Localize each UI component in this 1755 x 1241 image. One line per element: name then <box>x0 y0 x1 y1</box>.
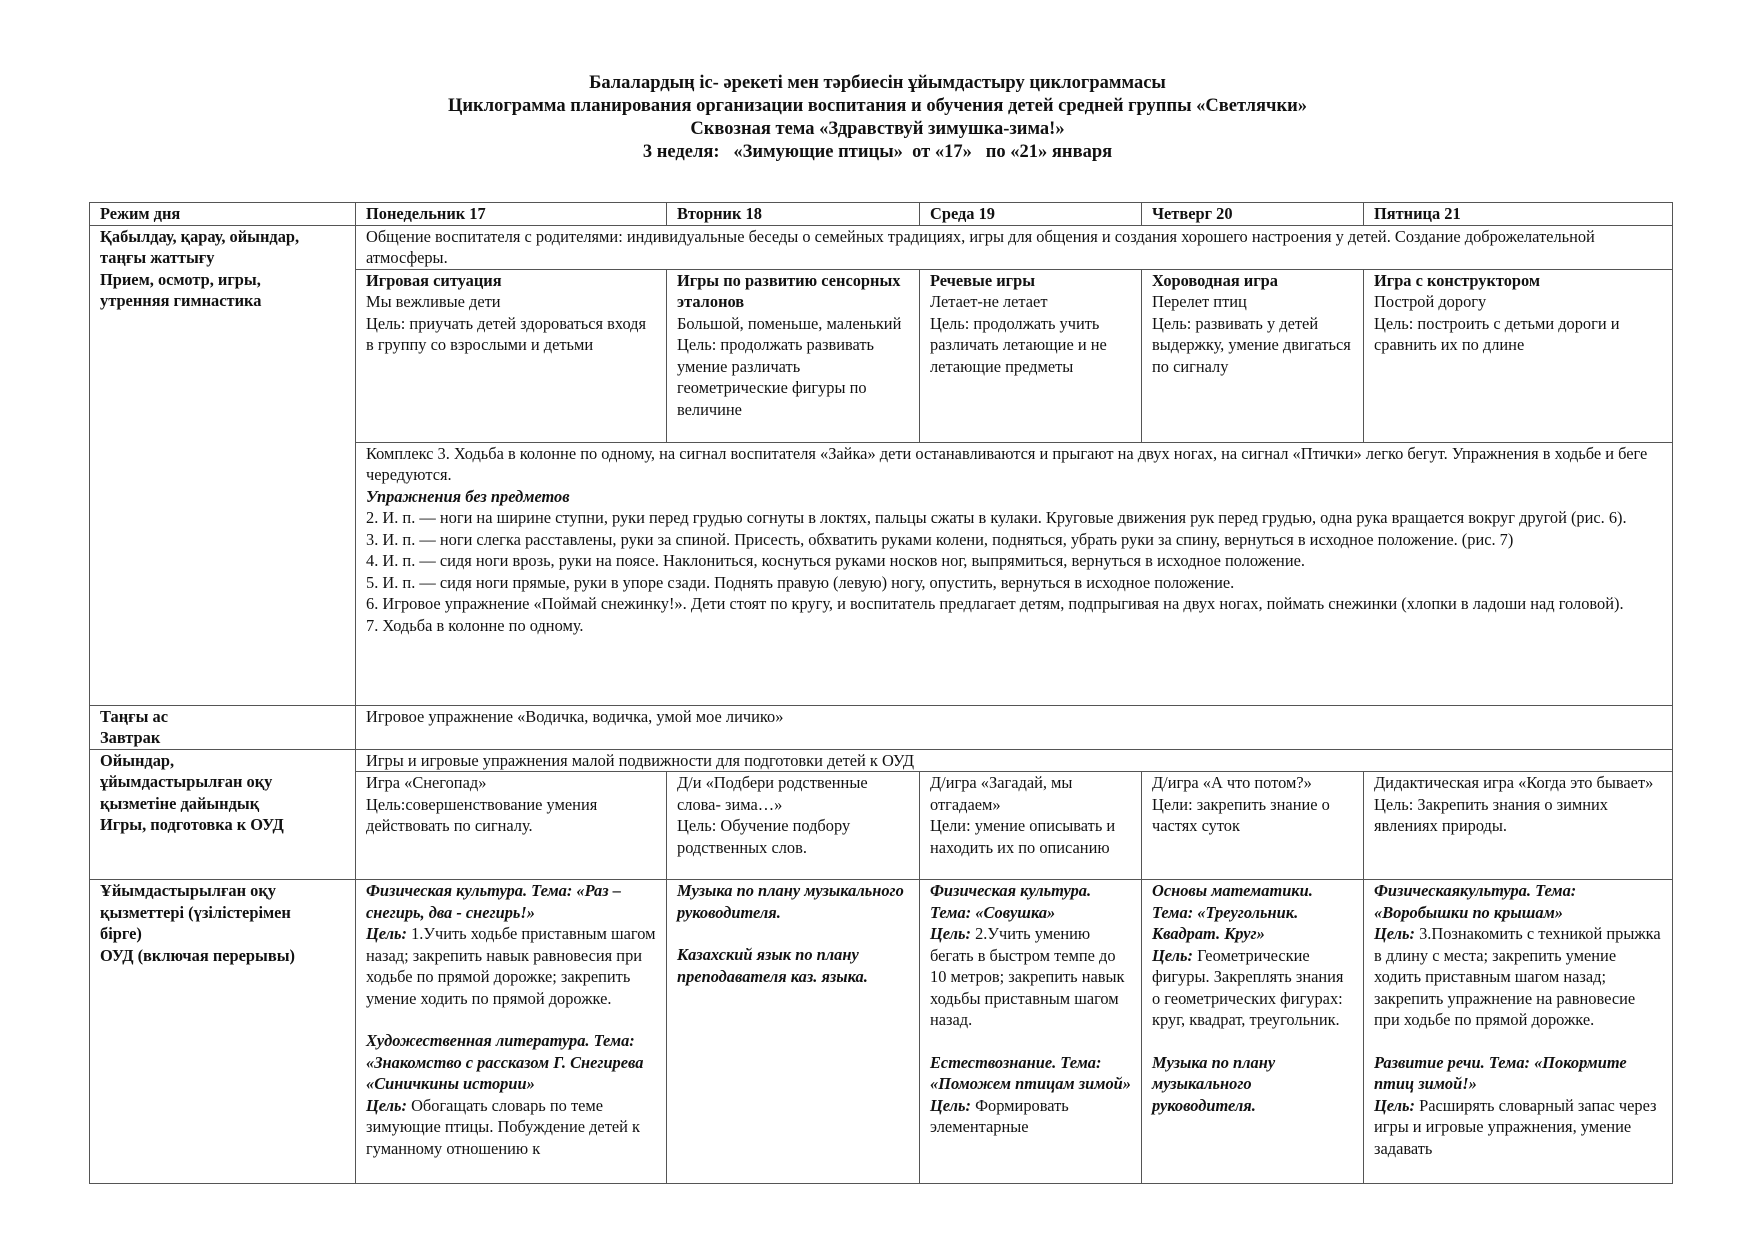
table-header-row <box>90 203 1673 226</box>
oud-friday: Физическаякультура. Тема: «Воробышки по крышам» Цель: 3.Познакомить с техникой прыжка в длину с места; закрепить умение ходить приставным шагом назад; закрепить упражнение на равновесие при ходьбе по прямой дорожке. Развитие речи. Тема: «Покормите птиц зимой!» Цель: Расширять словарный запас через игры и игровые упражнения, умение задавать <box>1364 880 1673 1184</box>
games-common-cell: Игры и игровые упражнения малой подвижности для подготовки детей к ОУД <box>356 749 1673 772</box>
games-monday: Игра «Снегопад» Цель:совершенствование умения действовать по сигналу. <box>356 772 667 880</box>
reception-communication-row <box>90 225 1673 269</box>
oud-thursday: Основы математики. Тема: «Треугольник. Квадрат. Круг» Цель: Геометрические фигуры. Закреплять знания о геометрических фигурах: круг, квадрат, треугольник. Музыка по плану музыкального руководителя. <box>1142 880 1364 1184</box>
column-header-wednesday: Среда 19 <box>920 203 1142 226</box>
oud-row <box>90 880 1673 1184</box>
regime-breakfast: Таңғы ас Завтрак <box>90 705 356 749</box>
reception-thursday: Хороводная игра Перелет птиц Цель: развивать у детей выдержку, умение двигаться по сигналу <box>1142 269 1364 442</box>
exercise-item: 6. Игровое упражнение «Поймай снежинку!». Дети стоят по кругу, и воспитатель предлагает детям, подпрыгивая на двух ногах, поймать снежинки (хлопки в ладоши над головой). <box>366 594 1624 613</box>
exercise-item: 5. И. п. — сидя ноги прямые, руки в упоре сзади. Поднять правую (левую) ногу, опустить, вернуться в исходное положение. <box>366 572 1235 592</box>
column-header-monday: Понедельник 17 <box>356 203 667 226</box>
breakfast-row <box>90 705 1673 749</box>
reception-tuesday: Игры по развитию сенсорных эталонов Большой, поменьше, маленький Цель: продолжать развивать умение различать геометрические фигуры по величине <box>667 269 920 442</box>
breakfast-cell: Игровое упражнение «Водичка, водичка, умой мое личико» <box>356 705 1673 749</box>
heading-russian-title: Циклограмма планирования организации воспитания и обучения детей средней группы «Светлячки» <box>447 96 1308 116</box>
oud-wednesday: Физическая культура. Тема: «Совушка» Цель: 2.Учить умению бегать в быстром темпе до 10 метров; закрепить навык ходьбы приставным шагом назад. Естествознание. Тема: «Поможем птицам зимой» Цель: Формировать элементарные <box>920 880 1142 1184</box>
regime-games: Ойындар, ұйымдастырылған оқу қызметіне дайындық Игры, подготовка к ОУД <box>90 749 356 880</box>
gymnastics-complex-cell: Комплекс 3. Ходьба в колонне по одному, на сигнал воспитателя «Зайка» дети останавливаются и прыгают на двух ногах, на сигнал «Птички» легко бегут. Упражнения в ходьбе и беге чередуются. Упражнения без предметов 2. И. п. — ноги на ширине ступни, руки перед грудью согнуты в локтях, пальцы сжаты в кулаки. Круговые движения рук перед грудью, одна рука вращается вокруг другой (рис. 6). 3. И. п. — ноги слегка расставлены, руки за спиной. Присесть, обхватить руками колени, подняться, убрать руки за спину, вернуться в исходное положение. (рис. 7) 4. И. п. — сидя ноги врозь, руки на поясе. Наклониться, коснуться руками носков ног, выпрямиться, вернуться в исходное положение. 5. И. п. — сидя ноги прямые, руки в упоре сзади. Поднять правую (левую) ногу, опустить, вернуться в исходное положение. 6. Игровое упражнение «Поймай снежинку!». Дети стоят по кругу, и воспитатель предлагает детям, подпрыгивая на двух ногах, поймать снежинки (хлопки в ладоши над головой). 7. Ходьба в колонне по одному. <box>356 442 1673 705</box>
cyclogram-table <box>89 202 1673 1184</box>
reception-friday: Игра с конструктором Построй дорогу Цель: построить с детьми дороги и сравнить их по длине <box>1364 269 1673 442</box>
heading-theme: Сквозная тема «Здравствуй зимушка-зима!» <box>690 119 1065 139</box>
heading-week: 3 неделя: «Зимующие птицы» от «17» по «21» января <box>642 142 1113 162</box>
regime-oud: Ұйымдастырылған оқу қызметтері (үзілістерімен бірге) ОУД (включая перерывы) <box>90 880 356 1184</box>
regime-reception: Қабылдау, қарау, ойындар, таңғы жаттығу Прием, осмотр, игры, утренняя гимнастика <box>90 225 356 705</box>
parent-communication-cell: Общение воспитателя с родителями: индивидуальные беседы о семейных традициях, игры для общения и создания хорошего настроения у детей. Создание доброжелательной атмосферы. <box>356 225 1673 269</box>
games-thursday: Д/игра «А что потом?» Цели: закрепить знание о частях суток <box>1142 772 1364 880</box>
heading-kazakh-title: Балалардың іс- әрекеті мен тәрбиесін ұйымдастыру циклограммасы <box>589 73 1166 93</box>
games-tuesday: Д/и «Подбери родственные слова- зима…» Цель: Обучение подбору родственных слов. <box>667 772 920 880</box>
document-heading <box>0 72 1755 164</box>
exercise-item: 2. И. п. — ноги на ширине ступни, руки перед грудью согнуты в локтях, пальцы сжаты в кулаки. Круговые движения рук перед грудью, одна рука вращается вокруг другой (рис. 6). <box>366 508 1627 527</box>
oud-monday: Физическая культура. Тема: «Раз – снегирь, два - снегирь!» Цель: 1.Учить ходьбе приставным шагом назад; закрепить навык равновесия при ходьбе по прямой дорожке; закрепить умение ходить по прямой дорожке. Художественная литература. Тема: «Знакомство с рассказом Г. Снегирева «Синичкины истории» Цель: Обогащать словарь по теме зимующие птицы. Побуждение детей к гуманному отношению к <box>356 880 667 1184</box>
reception-wednesday: Речевые игры Летает-не летает Цель: продолжать учить различать летающие и не летающие предметы <box>920 269 1142 442</box>
exercise-item: 7. Ходьба в колонне по одному. <box>366 615 584 635</box>
exercise-item: 3. И. п. — ноги слегка расставлены, руки за спиной. Присесть, обхватить руками колени, подняться, убрать руки за спину, вернуться в исходное положение. (рис. 7) <box>366 529 1514 549</box>
games-friday: Дидактическая игра «Когда это бывает» Цель: Закрепить знания о зимних явлениях природы. <box>1364 772 1673 880</box>
column-header-thursday: Четверг 20 <box>1142 203 1364 226</box>
column-header-friday: Пятница 21 <box>1364 203 1673 226</box>
games-common-row <box>90 749 1673 772</box>
column-header-regime: Режим дня <box>90 203 356 226</box>
column-header-tuesday: Вторник 18 <box>667 203 920 226</box>
reception-monday: Игровая ситуация Мы вежливые дети Цель: приучать детей здороваться входя в группу со взрослыми и детьми <box>356 269 667 442</box>
oud-tuesday: Музыка по плану музыкального руководителя. Казахский язык по плану преподавателя каз. языка. <box>667 880 920 1184</box>
exercise-item: 4. И. п. — сидя ноги врозь, руки на поясе. Наклониться, коснуться руками носков ног, выпрямиться, вернуться в исходное положение. <box>366 551 1305 570</box>
games-wednesday: Д/игра «Загадай, мы отгадаем» Цели: умение описывать и находить их по описанию <box>920 772 1142 880</box>
